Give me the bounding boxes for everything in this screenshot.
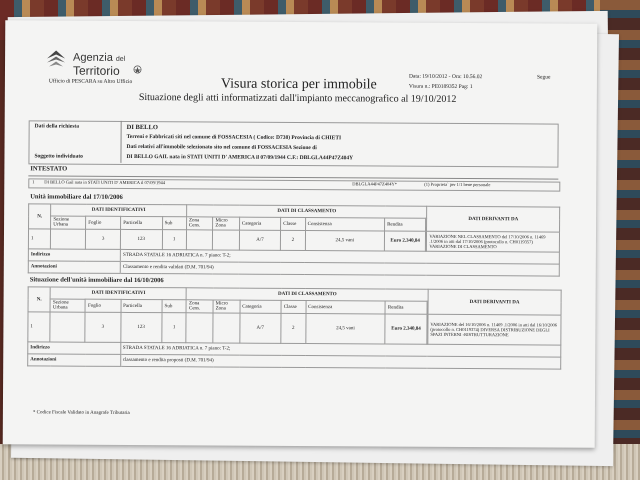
subject-label: Soggetto individuato (34, 153, 83, 160)
intestato-num: 1 (32, 179, 35, 185)
col-foglio-header: Foglio (85, 299, 120, 312)
subject-line: DI BELLO GAIL nata in STATI UNITI D' AMERICA il 07/09/1944 C.F.: DBLGLA44P47Z404Y (126, 153, 354, 162)
col-spacer (427, 301, 428, 314)
col-num-header: N. (28, 287, 50, 312)
col-zona-header: Zona Cens. (186, 300, 213, 313)
col-categoria-header: Categoria (239, 217, 280, 230)
section2-title: Situazione dell'unità immobiliare dal 16/10/2006 (29, 276, 164, 285)
agency-logo-icon (45, 48, 67, 72)
col-sezione-header: Sezione Urbana (51, 216, 86, 229)
row-categoria: A/7 (239, 230, 280, 250)
row-particella: 123 (120, 312, 162, 342)
deriv-header: DATI DERIVANTI DA (428, 289, 561, 315)
indirizzo-value: STRADA STATALE 16 ADRIATICA n. 7 piano: T-2; (120, 342, 561, 357)
row-sub: 1 (162, 230, 186, 250)
col-rendita-header: Rendita (385, 218, 426, 231)
row-consistenza: 24,5 vani (305, 231, 385, 251)
col-particella-header: Particella (121, 216, 162, 229)
request-label: Dati della richiesta (34, 123, 79, 130)
page-subtitle: Situazione degli atti informatizzati dall'impianto meccanografico al 19/10/2012 (138, 92, 457, 105)
annotazioni-value: Classamento e rendita validati (D.M. 701/94) (120, 261, 559, 276)
deriv-header: DATI DERIVANTI DA (427, 206, 560, 232)
annotazioni-label: Annotazioni (28, 261, 120, 274)
ident-header: DATI IDENTIFICATIVI (50, 287, 186, 300)
request-line-2: Dati relativi all'immobile selezionato sito nel comune di FOSSACESIA Sezione di (126, 143, 317, 152)
row-classe: 2 (281, 230, 305, 250)
col-sub-header: Sub (162, 217, 186, 230)
request-name: DI BELLO (126, 123, 158, 132)
agency-name-1: Agenzia del (73, 51, 126, 64)
class-header: DATI DI CLASSAMENTO (187, 288, 429, 301)
annotazioni-value: classamento e rendita proposti (D.M. 701/94) (120, 354, 561, 369)
row-foglio: 3 (86, 229, 121, 249)
col-foglio-header: Foglio (86, 216, 121, 229)
col-classe-header: Classe (281, 217, 305, 230)
request-line-1: Terreni e Fabbricati siti nel comune di FOSSACESIA ( Codice: D738) Provincia di CHIETI (126, 133, 342, 142)
row-num: 1 (28, 312, 51, 342)
col-zona-header: Zona Cens. (186, 217, 213, 230)
row-sub: 1 (162, 313, 187, 343)
col-num-header: N. (29, 204, 51, 229)
row-sezione (51, 229, 86, 249)
indirizzo-label: Indirizzo (28, 342, 121, 355)
indirizzo-value: STRADA STATALE 16 ADRIATICA n. 7 piano: T-2; (121, 249, 560, 264)
page-title: Visura storica per immobile (220, 76, 377, 93)
col-consistenza-header: Consistenza (306, 301, 386, 314)
date-line: Data: 19/10/2012 - Ora: 10.56.02 (408, 73, 483, 81)
col-rendita-header: Rendita (385, 301, 427, 314)
document-page (3, 20, 598, 448)
intestato-right: (1) Proprieta` per 1/1 bene personale (424, 181, 491, 188)
agency-name-2: Territorio (72, 63, 120, 78)
agency-office: Ufficio di PESCARA su Altro Ufficio (48, 78, 133, 85)
annotazioni-label: Annotazioni (28, 354, 121, 367)
col-categoria-header: Categoria (240, 300, 282, 313)
row-deriv: VARIAZIONE NEL CLASSAMENTO del 17/10/2006 n. 11469 .1/2006 in atti dal 17/10/2006 (protocollo n. CH0119357) VARIAZIONE DI CLASSAMENTO (427, 231, 560, 252)
row-classe: 2 (281, 313, 306, 343)
section2-table (27, 286, 561, 369)
intestato-cf: DBLGLA44P47Z404Y* (352, 181, 398, 187)
class-header: DATI DI CLASSAMENTO (186, 205, 427, 218)
intestato-label: INTESTATO (30, 165, 68, 173)
row-consistenza: 24,5 vani (305, 314, 385, 344)
row-micro (213, 313, 240, 343)
row-micro (213, 230, 240, 250)
row-foglio: 3 (85, 312, 120, 342)
section1-table (28, 203, 560, 276)
col-sezione-header: Sezione Urbana (50, 299, 85, 312)
footnote: * Codice Fiscale Validato in Anagrafe Tributaria (32, 410, 130, 416)
ident-header: DATI IDENTIFICATIVI (51, 204, 187, 217)
row-zona (186, 230, 213, 250)
col-sub-header: Sub (162, 300, 187, 313)
intestato-name: DI BELLO Gail nata in STATI UNITI D' AMERICA il 07/09/1944 (44, 179, 166, 186)
row-num: 1 (28, 229, 50, 249)
republic-emblem-icon (133, 65, 142, 74)
indirizzo-label: Indirizzo (28, 249, 120, 262)
row-categoria: A/7 (239, 313, 281, 343)
visura-line: Visura n.: PE0189352 Pag: 1 (408, 83, 473, 91)
col-classe-header: Classe (281, 300, 306, 313)
row-zona (186, 313, 213, 343)
col-micro-header: Micro Zona (213, 300, 240, 313)
section1-title: Unità immobiliare dal 17/10/2006 (30, 193, 123, 201)
col-micro-header: Micro Zona (213, 217, 240, 230)
col-particella-header: Particella (121, 299, 163, 312)
col-spacer (426, 218, 427, 231)
row-rendita: Euro 2.340,84 (385, 314, 427, 344)
row-particella: 123 (121, 229, 162, 249)
row-rendita: Euro 2.340,84 (384, 231, 425, 251)
row-sezione (50, 312, 85, 342)
segue-label: Segue (536, 74, 551, 81)
col-consistenza-header: Consistenza (305, 218, 385, 231)
row-deriv: VARIAZIONE del 16/10/2006 n. 11469 .1/2006 in atti dal 16/10/2006 (protocollo n. CH0119374) DIVERSA DISTRIBUZIONE DEGLI SPAZI INTERNI -RISTRUTTURAZIONE (428, 314, 561, 345)
